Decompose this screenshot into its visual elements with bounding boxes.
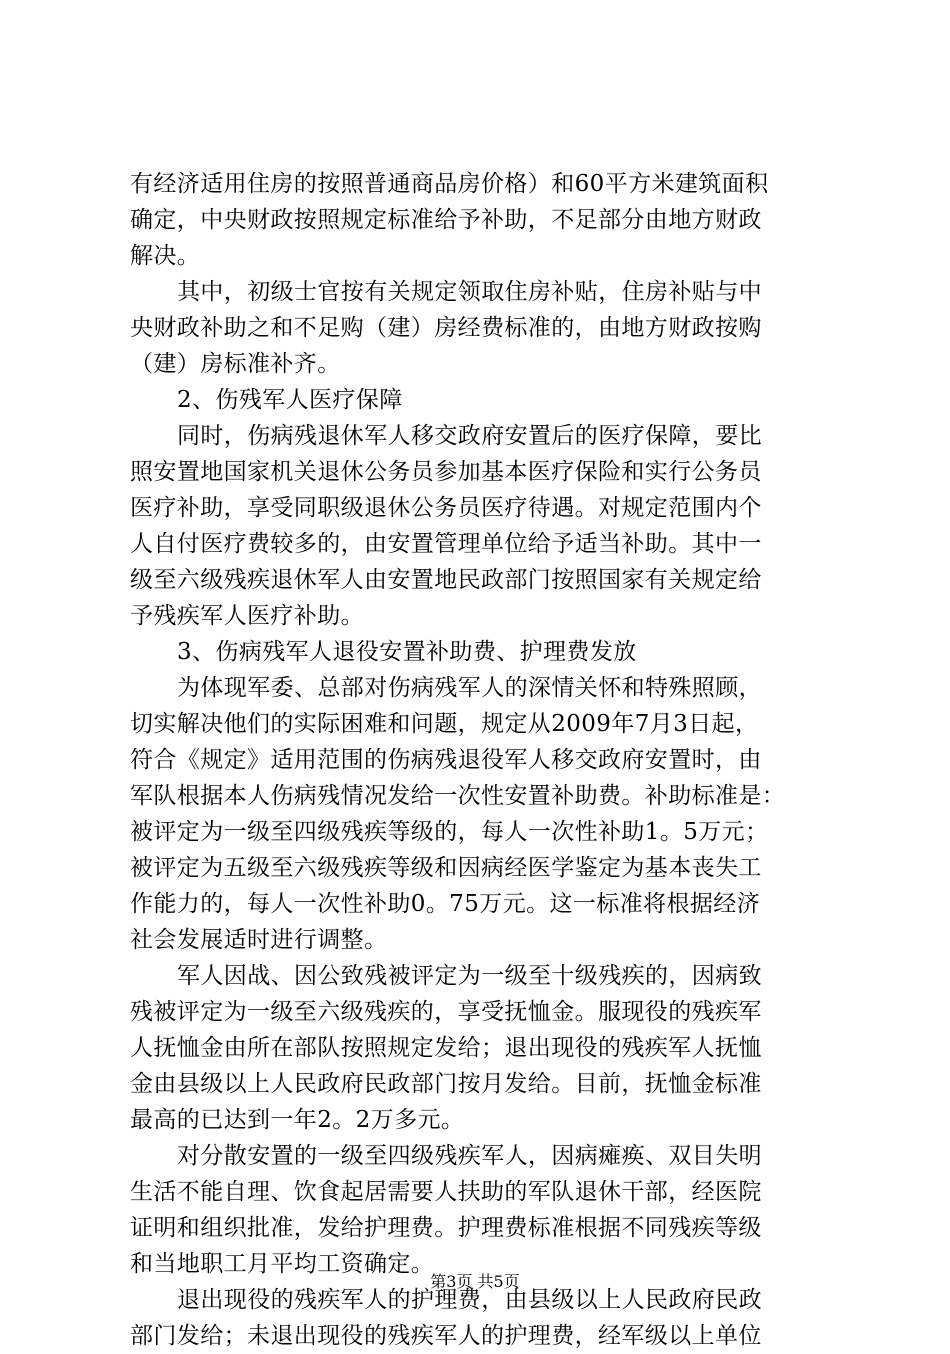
paragraph-line: 切实解决他们的实际困难和问题，规定从2009年7月3日起， <box>130 711 759 737</box>
paragraph-line: 符合《规定》适用范围的伤病残退役军人移交政府安置时，由 <box>130 747 762 773</box>
paragraph-line: 最高的已达到一年2。2万多元。 <box>130 1107 465 1133</box>
paragraph-line: 其中，初级士官按有关规定领取住房补贴，住房补贴与中 <box>177 279 762 305</box>
paragraph-line: 被评定为五级至六级残疾等级和因病经医学鉴定为基本丧失工 <box>130 855 762 881</box>
paragraph-line: 部门发给；未退出现役的残疾军人的护理费，经军级以上单位 <box>130 1323 762 1349</box>
paragraph-line: 为体现军委、总部对伤病残军人的深情关怀和特殊照顾， <box>177 675 762 701</box>
paragraph-line: 人抚恤金由所在部队按照规定发给；退出现役的残疾军人抚恤 <box>130 1035 762 1061</box>
paragraph-line: 有经济适用住房的按照普通商品房价格）和60平方米建筑面积 <box>130 171 769 197</box>
paragraph-line: 医疗补助，享受同职级退休公务员医疗待遇。对规定范围内个 <box>130 495 762 521</box>
paragraph-line: 人自付医疗费较多的，由安置管理单位给予适当补助。其中一 <box>130 531 762 557</box>
paragraph-line: 证明和组织批准，发给护理费。护理费标准根据不同残疾等级 <box>130 1215 762 1241</box>
paragraph-line: 予残疾军人医疗补助。 <box>130 603 364 629</box>
paragraph-line: 被评定为一级至四级残疾等级的，每人一次性补助1。5万元； <box>130 819 769 845</box>
paragraph-line: 生活不能自理、饮食起居需要人扶助的军队退休干部，经医院 <box>130 1179 762 1205</box>
paragraph-line: 央财政补助之和不足购（建）房经费标准的，由地方财政按购 <box>130 315 762 341</box>
paragraph-line: 社会发展适时进行调整。 <box>130 927 388 953</box>
paragraph-line: 确定，中央财政按照规定标准给予补助，不足部分由地方财政 <box>130 207 762 233</box>
paragraph-line: 级至六级残疾退休军人由安置地民政部门按照国家有关规定给 <box>130 567 762 593</box>
paragraph-line: 对分散安置的一级至四级残疾军人，因病瘫痪、双目失明 <box>177 1143 762 1169</box>
paragraph-line: 和当地职工月平均工资确定。 <box>130 1251 435 1277</box>
paragraph-line: 解决。 <box>130 243 201 269</box>
paragraph-line: 退出现役的残疾军人的护理费，由县级以上人民政府民政 <box>177 1287 762 1313</box>
paragraph-line: 金由县级以上人民政府民政部门按月发给。目前，抚恤金标准 <box>130 1071 762 1097</box>
paragraph-line: 军人因战、因公致残被评定为一级至十级残疾的，因病致 <box>177 963 762 989</box>
page-number-footer: 第3页 共5页 <box>430 1272 520 1291</box>
paragraph-line: 同时，伤病残退休军人移交政府安置后的医疗保障，要比 <box>177 423 762 449</box>
paragraph-line: 作能力的，每人一次性补助0。75万元。这一标准将根据经济 <box>130 891 761 917</box>
section-heading: 2、伤残军人医疗保障 <box>177 387 403 413</box>
paragraph-line: 军队根据本人伤病残情况发给一次性安置补助费。补助标准是： <box>130 783 786 809</box>
section-heading: 3、伤病残军人退役安置补助费、护理费发放 <box>177 639 637 665</box>
paragraph-line: 残被评定为一级至六级残疾的，享受抚恤金。服现役的残疾军 <box>130 999 762 1025</box>
paragraph-line: （建）房标准补齐。 <box>130 351 341 377</box>
paragraph-line: 照安置地国家机关退休公务员参加基本医疗保险和实行公务员 <box>130 459 762 485</box>
